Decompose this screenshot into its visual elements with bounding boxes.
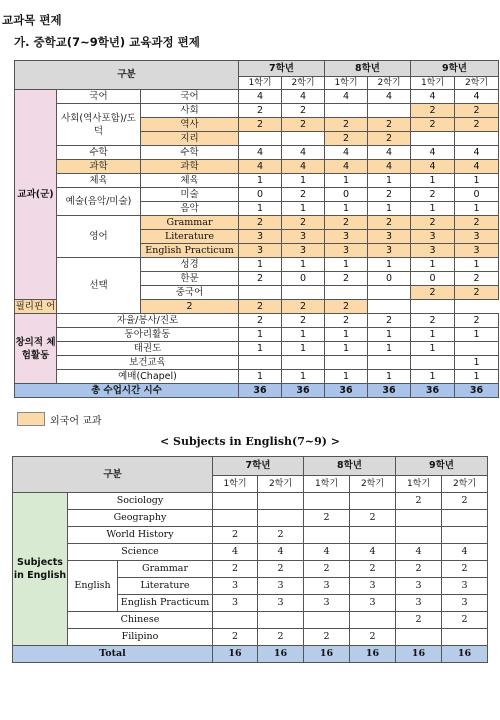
value-cell: 3 (442, 595, 488, 612)
value-cell: 1 (239, 202, 282, 216)
subject-cell: 성경 (141, 258, 239, 272)
value-cell: 2 (239, 216, 282, 230)
value-cell: 2 (442, 493, 488, 510)
value-cell: 4 (368, 90, 411, 104)
value-cell: 2 (282, 104, 325, 118)
value-cell (304, 493, 350, 510)
value-cell: 2 (396, 561, 442, 578)
value-cell (368, 300, 411, 314)
value-cell: 4 (368, 160, 411, 174)
value-cell: 2 (239, 272, 282, 286)
subject-cell: Sociology (68, 493, 213, 510)
value-cell: 1 (411, 342, 455, 356)
value-cell: 3 (213, 578, 258, 595)
value-cell: 3 (396, 595, 442, 612)
value-cell: 1 (239, 174, 282, 188)
value-cell (442, 629, 488, 646)
value-cell: 2 (304, 629, 350, 646)
value-cell: 2 (455, 286, 499, 300)
value-cell: 0 (239, 188, 282, 202)
value-cell: 2 (411, 314, 455, 328)
value-cell (396, 629, 442, 646)
value-cell: 3 (368, 230, 411, 244)
value-cell: 0 (325, 188, 368, 202)
value-cell: 2 (325, 118, 368, 132)
value-cell: 3 (282, 244, 325, 258)
semester-header: 1학기 (411, 77, 455, 90)
value-cell: 2 (258, 561, 304, 578)
value-cell: 1 (239, 258, 282, 272)
value-cell: 2 (368, 314, 411, 328)
subject-cell: 예배(Chapel) (57, 370, 239, 384)
value-cell: 3 (258, 578, 304, 595)
value-cell (258, 510, 304, 527)
value-cell: 3 (442, 578, 488, 595)
value-cell: 4 (368, 146, 411, 160)
value-cell (350, 527, 396, 544)
value-cell: 1 (455, 174, 499, 188)
section-subtitle: 가. 중학교(7~9학년) 교육과정 편제 (14, 35, 200, 49)
value-cell: 3 (213, 595, 258, 612)
value-cell: 3 (304, 595, 350, 612)
value-cell: 1 (411, 328, 455, 342)
category-cell: 영어 (57, 216, 141, 258)
value-cell: 3 (455, 244, 499, 258)
total-cell: 16 (396, 646, 442, 663)
value-cell: 2 (304, 510, 350, 527)
value-cell: 2 (368, 118, 411, 132)
value-cell: 2 (411, 104, 455, 118)
curriculum-table (14, 60, 499, 398)
value-cell (325, 104, 368, 118)
value-cell: 2 (325, 216, 368, 230)
semester-header: 2학기 (282, 77, 325, 90)
value-cell: 1 (368, 202, 411, 216)
total-label: 총 수업시간 시수 (15, 384, 239, 398)
value-cell: 2 (282, 188, 325, 202)
value-cell: 2 (325, 132, 368, 146)
value-cell: 1 (282, 258, 325, 272)
value-cell: 4 (455, 160, 499, 174)
value-cell: 2 (304, 561, 350, 578)
subject-cell: Grammar (118, 561, 213, 578)
value-cell (304, 527, 350, 544)
value-cell: 4 (239, 146, 282, 160)
value-cell: 2 (239, 300, 282, 314)
value-cell: 4 (442, 544, 488, 561)
value-cell: 2 (396, 493, 442, 510)
subject-cell: Filipino (68, 629, 213, 646)
value-cell (213, 510, 258, 527)
value-cell (442, 527, 488, 544)
value-cell: 4 (325, 146, 368, 160)
subject-cell: 한문 (141, 272, 239, 286)
value-cell: 1 (455, 328, 499, 342)
total-cell: 36 (455, 384, 499, 398)
value-cell: 1 (239, 342, 282, 356)
value-cell: 2 (442, 561, 488, 578)
value-cell (325, 356, 368, 370)
value-cell (213, 612, 258, 629)
subject-cell: Geography (68, 510, 213, 527)
total-cell: 36 (411, 384, 455, 398)
total-cell: 16 (258, 646, 304, 663)
value-cell: 2 (411, 216, 455, 230)
value-cell: 3 (239, 244, 282, 258)
subject-cell: Chinese (68, 612, 213, 629)
english-table-title: < Subjects in English(7~9) > (159, 435, 341, 448)
value-cell: 2 (411, 286, 455, 300)
value-cell: 3 (325, 244, 368, 258)
value-cell: 3 (368, 244, 411, 258)
total-cell: 36 (325, 384, 368, 398)
subject-cell: 수학 (141, 146, 239, 160)
subject-cell: Literature (141, 230, 239, 244)
legend-swatch (17, 412, 45, 426)
semester-header: 1학기 (304, 476, 350, 493)
semester-header: 1학기 (213, 476, 258, 493)
semester-header: 1학기 (239, 77, 282, 90)
value-cell: 4 (411, 146, 455, 160)
value-cell: 0 (455, 188, 499, 202)
value-cell (411, 132, 455, 146)
semester-header: 1학기 (396, 476, 442, 493)
total-cell: 36 (282, 384, 325, 398)
subject-cell: Grammar (141, 216, 239, 230)
value-cell: 1 (282, 202, 325, 216)
subject-cell: 과학 (141, 160, 239, 174)
value-cell (304, 612, 350, 629)
value-cell: 1 (325, 342, 368, 356)
value-cell (442, 510, 488, 527)
value-cell (258, 493, 304, 510)
subject-cell: 체육 (141, 174, 239, 188)
semester-header: 2학기 (368, 77, 411, 90)
category-cell: 선택 (57, 258, 141, 314)
subject-cell: English Practicum (141, 244, 239, 258)
value-cell: 0 (282, 272, 325, 286)
value-cell (396, 527, 442, 544)
value-cell (282, 286, 325, 300)
legend-label: 외국어 교과 (50, 416, 102, 427)
value-cell: 4 (325, 160, 368, 174)
value-cell: 1 (325, 174, 368, 188)
value-cell: 2 (325, 272, 368, 286)
value-cell: 3 (325, 230, 368, 244)
subject-cell: 음악 (141, 202, 239, 216)
semester-header: 2학기 (350, 476, 396, 493)
category-cell: English (68, 561, 118, 612)
value-cell: 1 (239, 370, 282, 384)
subject-cell: World History (68, 527, 213, 544)
value-cell: 1 (325, 370, 368, 384)
category-cell: 예술(음악/미술) (57, 188, 141, 216)
value-cell: 2 (239, 104, 282, 118)
category-cell: 체육 (57, 174, 141, 188)
value-cell: 4 (455, 146, 499, 160)
value-cell: 2 (325, 314, 368, 328)
value-cell (282, 356, 325, 370)
subject-cell: 역사 (141, 118, 239, 132)
value-cell: 1 (368, 370, 411, 384)
value-cell: 4 (213, 544, 258, 561)
subject-cell: 보건교육 (57, 356, 239, 370)
grade-header: 9학년 (396, 457, 488, 476)
value-cell: 4 (350, 544, 396, 561)
value-cell: 4 (282, 160, 325, 174)
value-cell: 2 (455, 272, 499, 286)
subject-cell: 지리 (141, 132, 239, 146)
value-cell: 4 (396, 544, 442, 561)
value-cell (325, 286, 368, 300)
value-cell (368, 356, 411, 370)
value-cell: 1 (282, 328, 325, 342)
category-cell: 국어 (57, 90, 141, 104)
value-cell: 2 (239, 118, 282, 132)
value-cell: 1 (368, 174, 411, 188)
value-cell: 2 (141, 300, 239, 314)
value-cell: 1 (411, 174, 455, 188)
value-cell (455, 342, 499, 356)
value-cell: 4 (411, 160, 455, 174)
value-cell (411, 356, 455, 370)
value-cell: 3 (396, 578, 442, 595)
value-cell: 1 (368, 328, 411, 342)
value-cell: 3 (350, 595, 396, 612)
grade-header: 8학년 (325, 61, 411, 77)
total-cell: 36 (368, 384, 411, 398)
value-cell: 1 (368, 342, 411, 356)
value-cell: 2 (411, 188, 455, 202)
group-subjects: 교과(군) (15, 90, 57, 300)
category-cell: 사회(역사포함)/도덕 (57, 104, 141, 146)
value-cell: 1 (325, 328, 368, 342)
subject-cell: 자율/봉사/진로 (57, 314, 239, 328)
value-cell: 2 (455, 314, 499, 328)
value-cell: 4 (239, 90, 282, 104)
value-cell: 0 (411, 272, 455, 286)
total-cell: 16 (213, 646, 258, 663)
value-cell: 2 (282, 216, 325, 230)
value-cell: 1 (455, 202, 499, 216)
subject-cell: 국어 (141, 90, 239, 104)
total-cell: 16 (350, 646, 396, 663)
value-cell: 1 (282, 342, 325, 356)
value-cell: 1 (411, 202, 455, 216)
subject-cell: 중국어 (141, 286, 239, 300)
value-cell: 2 (368, 132, 411, 146)
value-cell: 4 (258, 544, 304, 561)
value-cell: 2 (455, 118, 499, 132)
subject-cell: 동아리활동 (57, 328, 239, 342)
value-cell (396, 510, 442, 527)
value-cell (239, 132, 282, 146)
value-cell: 4 (282, 146, 325, 160)
value-cell: 1 (325, 202, 368, 216)
value-cell: 2 (282, 118, 325, 132)
value-cell: 2 (350, 629, 396, 646)
value-cell: 2 (213, 629, 258, 646)
category-cell: 수학 (57, 146, 141, 160)
value-cell: 4 (282, 90, 325, 104)
value-cell (213, 493, 258, 510)
total-cell: 16 (304, 646, 350, 663)
value-cell (239, 286, 282, 300)
value-cell: 4 (411, 90, 455, 104)
value-cell: 1 (455, 370, 499, 384)
category-cell: 과학 (57, 160, 141, 174)
value-cell: 1 (325, 258, 368, 272)
value-cell: 2 (350, 561, 396, 578)
subject-cell: 필리핀 어 (15, 300, 56, 312)
value-cell: 4 (239, 160, 282, 174)
value-cell: 2 (411, 118, 455, 132)
semester-header: 2학기 (442, 476, 488, 493)
value-cell (368, 104, 411, 118)
value-cell: 1 (282, 174, 325, 188)
value-cell (350, 612, 396, 629)
value-cell: 4 (325, 90, 368, 104)
semester-header: 1학기 (325, 77, 368, 90)
value-cell: 1 (411, 258, 455, 272)
gubun-header: 구분 (15, 61, 239, 90)
subject-cell: 미술 (141, 188, 239, 202)
value-cell: 2 (239, 314, 282, 328)
value-cell: 2 (455, 104, 499, 118)
value-cell (411, 300, 455, 314)
value-cell: 0 (368, 272, 411, 286)
subject-cell: 사회 (141, 104, 239, 118)
value-cell: 3 (411, 244, 455, 258)
group-creative: 창의적 체험활동 (15, 314, 57, 384)
value-cell: 2 (368, 188, 411, 202)
value-cell: 2 (350, 510, 396, 527)
value-cell: 2 (396, 612, 442, 629)
english-subjects-table (12, 456, 488, 663)
value-cell: 1 (368, 258, 411, 272)
value-cell (368, 286, 411, 300)
subject-cell: English Practicum (118, 595, 213, 612)
value-cell: 3 (239, 230, 282, 244)
value-cell (350, 493, 396, 510)
section-title: 교과목 편제 (2, 13, 62, 27)
subject-cell: Literature (118, 578, 213, 595)
value-cell: 2 (213, 527, 258, 544)
value-cell (282, 132, 325, 146)
value-cell: 2 (368, 216, 411, 230)
value-cell: 2 (258, 629, 304, 646)
value-cell: 4 (455, 90, 499, 104)
total-cell: 16 (442, 646, 488, 663)
grade-header: 9학년 (411, 61, 499, 77)
value-cell (455, 132, 499, 146)
value-cell: 3 (258, 595, 304, 612)
value-cell: 1 (411, 370, 455, 384)
subject-cell: Science (68, 544, 213, 561)
value-cell: 2 (442, 612, 488, 629)
subject-cell: 태권도 (57, 342, 239, 356)
value-cell: 2 (282, 314, 325, 328)
grade-header: 7학년 (239, 61, 325, 77)
semester-header: 2학기 (455, 77, 499, 90)
grade-header: 7학년 (213, 457, 304, 476)
value-cell: 4 (304, 544, 350, 561)
total-cell: 36 (239, 384, 282, 398)
group-subjects-in-english: Subjects in English (13, 493, 68, 646)
value-cell: 2 (455, 216, 499, 230)
value-cell: 1 (239, 328, 282, 342)
value-cell: 1 (455, 356, 499, 370)
value-cell: 2 (258, 527, 304, 544)
gubun-header: 구분 (13, 457, 213, 493)
value-cell (258, 612, 304, 629)
value-cell: 3 (350, 578, 396, 595)
value-cell: 3 (455, 230, 499, 244)
value-cell: 1 (282, 370, 325, 384)
value-cell: 2 (325, 300, 368, 314)
value-cell: 2 (213, 561, 258, 578)
grade-header: 8학년 (304, 457, 396, 476)
value-cell (239, 356, 282, 370)
value-cell: 2 (282, 300, 325, 314)
value-cell: 3 (411, 230, 455, 244)
value-cell: 1 (455, 258, 499, 272)
total-label: Total (13, 646, 213, 663)
semester-header: 2학기 (258, 476, 304, 493)
value-cell: 3 (304, 578, 350, 595)
value-cell: 3 (282, 230, 325, 244)
